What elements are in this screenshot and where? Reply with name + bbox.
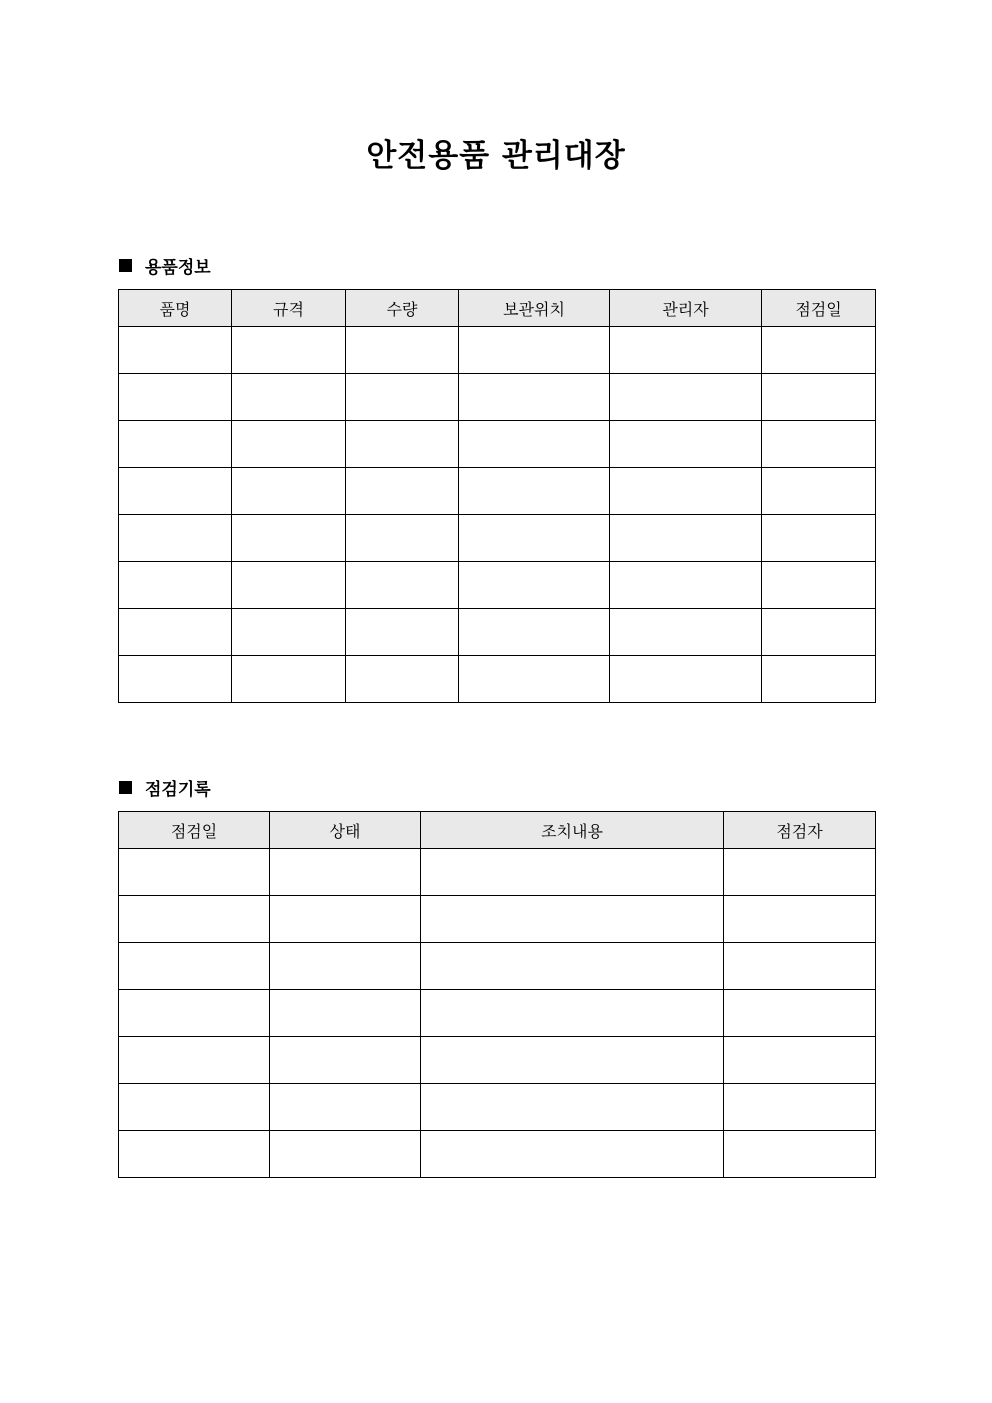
table-cell[interactable]: [232, 609, 346, 656]
table-header-row: [119, 812, 876, 849]
table-cell[interactable]: [346, 656, 459, 703]
table-cell[interactable]: [459, 374, 610, 421]
table-cell[interactable]: [459, 656, 610, 703]
table-cell[interactable]: [119, 1037, 270, 1084]
table-row: [119, 1037, 876, 1084]
table-cell[interactable]: [610, 656, 762, 703]
table-row: [119, 656, 876, 703]
table-cell[interactable]: [119, 990, 270, 1037]
table-cell[interactable]: [762, 562, 876, 609]
table-row: [119, 609, 876, 656]
table-cell[interactable]: [270, 1131, 421, 1178]
table-cell[interactable]: [346, 421, 459, 468]
column-header-status: 상태: [270, 812, 421, 849]
section-heading-items: [119, 253, 211, 277]
table-cell[interactable]: [724, 849, 876, 896]
table-cell[interactable]: [232, 468, 346, 515]
table-cell[interactable]: [724, 1037, 876, 1084]
section-heading-label: 용품정보: [145, 257, 211, 278]
table-cell[interactable]: [119, 943, 270, 990]
table-cell[interactable]: [119, 656, 232, 703]
table-cell[interactable]: [724, 1131, 876, 1178]
table-row: [119, 990, 876, 1037]
column-header-action-details: 조치내용: [421, 812, 724, 849]
table-cell[interactable]: [421, 1037, 724, 1084]
table-cell[interactable]: [232, 515, 346, 562]
table-row: [119, 562, 876, 609]
table-row: [119, 374, 876, 421]
table-cell[interactable]: [724, 943, 876, 990]
table-cell[interactable]: [421, 1084, 724, 1131]
items-table: [118, 289, 876, 703]
table-cell[interactable]: [270, 943, 421, 990]
table-cell[interactable]: [762, 515, 876, 562]
table-cell[interactable]: [459, 468, 610, 515]
table-cell[interactable]: [232, 656, 346, 703]
table-cell[interactable]: [346, 468, 459, 515]
column-header-inspector: 점검자: [724, 812, 876, 849]
table-cell[interactable]: [421, 1131, 724, 1178]
page-title: 안전용품 관리대장: [366, 138, 626, 174]
table-cell[interactable]: [270, 896, 421, 943]
column-header-spec: 규격: [232, 290, 346, 327]
table-cell[interactable]: [459, 562, 610, 609]
table-row: [119, 849, 876, 896]
column-header-inspection-date: 점검일: [119, 812, 270, 849]
section-heading-records: [119, 775, 211, 799]
table-cell[interactable]: [610, 468, 762, 515]
table-cell[interactable]: [762, 327, 876, 374]
column-header-manager: 관리자: [610, 290, 762, 327]
table-cell[interactable]: [119, 327, 232, 374]
table-cell[interactable]: [724, 1084, 876, 1131]
table-row: [119, 515, 876, 562]
table-cell[interactable]: [270, 1037, 421, 1084]
table-cell[interactable]: [762, 421, 876, 468]
table-cell[interactable]: [762, 609, 876, 656]
square-bullet-icon: [119, 781, 132, 794]
table-cell[interactable]: [232, 421, 346, 468]
table-cell[interactable]: [459, 609, 610, 656]
table-cell[interactable]: [119, 421, 232, 468]
table-row: [119, 468, 876, 515]
column-header-inspection-date: 점검일: [762, 290, 876, 327]
table-cell[interactable]: [610, 421, 762, 468]
table-cell[interactable]: [346, 515, 459, 562]
table-cell[interactable]: [610, 374, 762, 421]
table-cell[interactable]: [610, 562, 762, 609]
table-cell[interactable]: [459, 515, 610, 562]
table-cell[interactable]: [119, 1131, 270, 1178]
table-row: [119, 421, 876, 468]
table-cell[interactable]: [119, 374, 232, 421]
table-cell[interactable]: [119, 562, 232, 609]
table-cell[interactable]: [762, 656, 876, 703]
table-cell[interactable]: [270, 990, 421, 1037]
table-cell[interactable]: [610, 327, 762, 374]
table-cell[interactable]: [762, 468, 876, 515]
table-row: [119, 1131, 876, 1178]
column-header-quantity: 수량: [346, 290, 459, 327]
table-row: [119, 327, 876, 374]
table-cell[interactable]: [119, 609, 232, 656]
records-table: [118, 811, 876, 1178]
table-cell[interactable]: [119, 1084, 270, 1131]
column-header-storage-location: 보관위치: [459, 290, 610, 327]
table-row: [119, 896, 876, 943]
table-header-row: [119, 290, 876, 327]
table-cell[interactable]: [346, 562, 459, 609]
column-header-item-name: 품명: [119, 290, 232, 327]
table-row: [119, 1084, 876, 1131]
table-cell[interactable]: [270, 849, 421, 896]
table-cell[interactable]: [270, 1084, 421, 1131]
table-cell[interactable]: [610, 609, 762, 656]
table-cell[interactable]: [346, 374, 459, 421]
table-cell[interactable]: [232, 327, 346, 374]
table-cell[interactable]: [346, 609, 459, 656]
table-cell[interactable]: [610, 515, 762, 562]
table-cell[interactable]: [421, 943, 724, 990]
table-cell[interactable]: [421, 849, 724, 896]
table-cell[interactable]: [119, 515, 232, 562]
table-cell[interactable]: [421, 896, 724, 943]
table-cell[interactable]: [724, 990, 876, 1037]
square-bullet-icon: [119, 259, 132, 272]
table-cell[interactable]: [346, 327, 459, 374]
table-cell[interactable]: [119, 896, 270, 943]
items-table-body: [119, 327, 876, 703]
table-cell[interactable]: [119, 849, 270, 896]
section-heading-label: 점검기록: [145, 779, 211, 800]
records-table-body: [119, 849, 876, 1178]
table-cell[interactable]: [232, 562, 346, 609]
table-row: [119, 943, 876, 990]
table-cell[interactable]: [232, 374, 346, 421]
table-cell[interactable]: [421, 990, 724, 1037]
table-cell[interactable]: [724, 896, 876, 943]
table-cell[interactable]: [119, 468, 232, 515]
table-cell[interactable]: [762, 374, 876, 421]
table-cell[interactable]: [459, 421, 610, 468]
table-cell[interactable]: [459, 327, 610, 374]
